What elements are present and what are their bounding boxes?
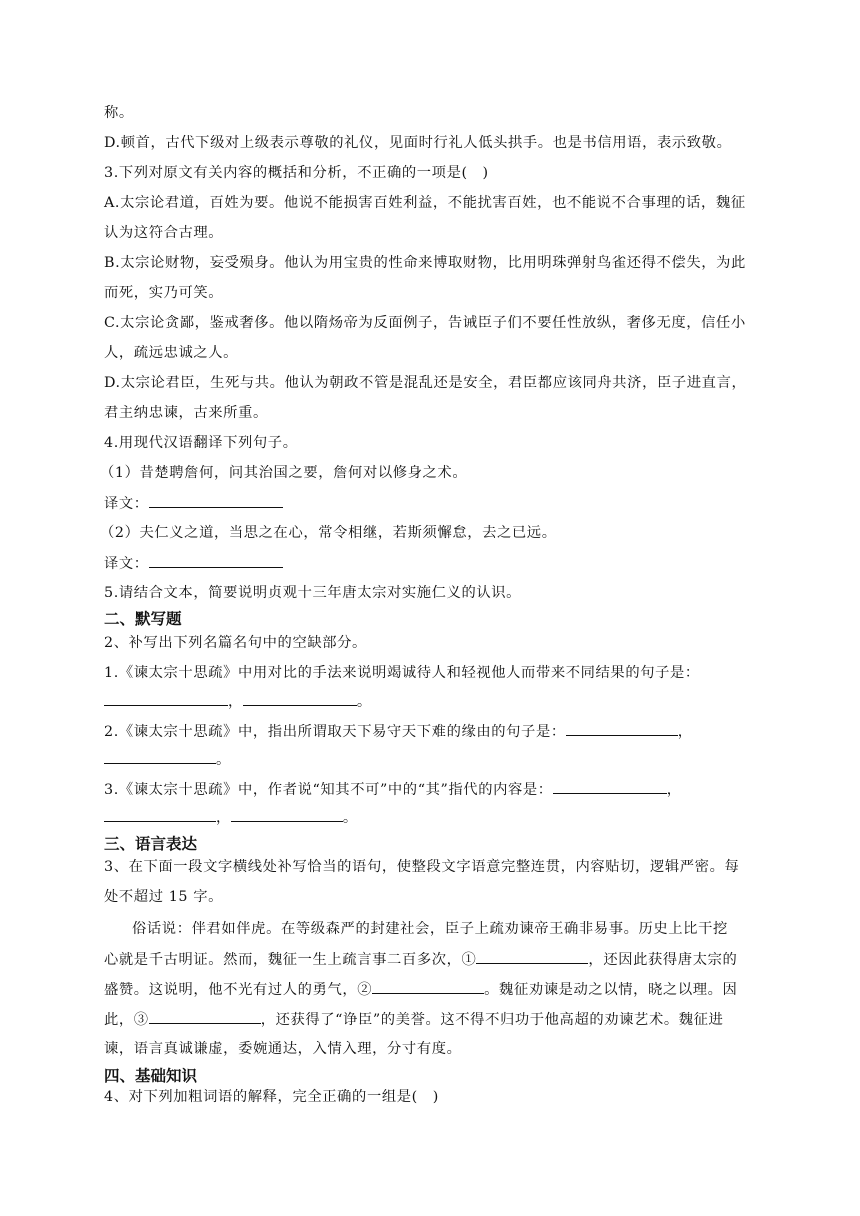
option-d2-line-2: 君主纳忠谏，古来所重。 (104, 405, 268, 421)
answer-blank-3[interactable] (149, 1009, 261, 1024)
option-a-line-2: 认为这符合古理。 (104, 225, 224, 241)
dictation-item-1: 1.《谏太宗十思疏》中用对比的手法来说明竭诚待人和轻视他人而带来不同结果的句子是： (104, 665, 700, 681)
option-b-line-1: B.太宗论财物，妄受殒身。他认为用宝贵的性命来博取财物，比用明珠弹射鸟雀还得不偿失，为此 (104, 255, 746, 271)
dictation-item-2 (104, 721, 764, 742)
option-c-line-2: 人，疏远忠诚之人。 (104, 345, 239, 361)
option-d2-line-1: D.太宗论君臣，生死与共。他认为朝政不管是混乱还是安全，君臣都应该同舟共济，臣子进直言， (104, 375, 747, 391)
answer-blank[interactable] (149, 553, 283, 568)
answer-blank[interactable] (243, 691, 357, 706)
section-heading-dictation: 二、默写题 (104, 610, 182, 628)
dictation-item-3-text: 3.《谏太宗十思疏》中，作者说“知其不可”中的“其”指代的内容是： (104, 782, 553, 798)
answer-blank[interactable] (231, 807, 343, 822)
passage-line-2 (104, 949, 764, 970)
section-heading-basic-knowledge: 四、基础知识 (104, 1067, 198, 1085)
punctuation: ， (677, 724, 693, 740)
answer-blank[interactable] (149, 493, 283, 508)
dictation-instruction: 2、补写出下列名篇名句中的空缺部分。 (104, 635, 367, 651)
question-4: 4.用现代汉语翻译下列句子。 (104, 435, 298, 451)
option-d-line: D.顿首，古代下级对上级表示尊敬的礼仪，见面时行礼人低头拱手。也是书信用语，表示致敬。 (104, 135, 732, 151)
passage-text: 。魏征劝谏是动之以情，晓之以理。因 (484, 982, 738, 998)
option-a-line-1: A.太宗论君道，百姓为要。他说不能损害百姓利益，不能扰害百姓，也不能说不合事理的话，魏征 (104, 195, 746, 211)
translate-item-2: （2）夫仁义之道，当思之在心，常令相继，若斯须懈怠，去之已远。 (100, 525, 557, 541)
passage-line-1: 俗话说：伴君如伴虎。在等级森严的封建社会，臣子上疏劝谏帝王确非易事。历史上比干挖 (132, 921, 728, 937)
answer-blank[interactable] (104, 749, 216, 764)
dictation-item-2-blanks (104, 749, 764, 770)
passage-text: 盛赞。这说明，他不光有过人的勇气，② (104, 982, 373, 998)
punctuation: 。 (216, 752, 231, 768)
language-question-line-1: 3、在下面一段文字横线处补写恰当的语句，使整段文字语意完整连贯，内容贴切，逻辑严密。每 (104, 859, 740, 875)
punctuation: 。 (342, 810, 358, 826)
punctuation: ， (216, 810, 231, 826)
text-line: 称。 (104, 105, 134, 121)
language-question-line-2: 处不超过 15 字。 (104, 889, 224, 905)
passage-text: 心就是千古明证。然而，魏征一生上疏言事二百多次，① (104, 952, 477, 968)
dictation-item-3 (104, 779, 764, 800)
answer-blank[interactable] (566, 721, 678, 736)
answer-blank-2[interactable] (372, 979, 484, 994)
punctuation: ， (666, 782, 682, 798)
translation-line-2 (104, 553, 764, 574)
translate-item-1: （1）昔楚聘詹何，问其治国之要，詹何对以修身之术。 (100, 465, 468, 481)
translation-line-1 (104, 493, 764, 514)
passage-text: ，还因此获得唐太宗的 (588, 952, 738, 968)
dictation-item-3-blanks (104, 807, 764, 828)
punctuation: ， (228, 694, 243, 710)
answer-blank[interactable] (553, 779, 667, 794)
passage-text: ，还获得了“诤臣”的美誉。这不得不归功于他高超的劝谏艺术。魏征进 (260, 1012, 724, 1028)
section-heading-language: 三、语言表达 (104, 835, 198, 853)
passage-line-4 (104, 1009, 764, 1030)
punctuation: 。 (356, 694, 372, 710)
dictation-item-1-blanks (104, 691, 764, 712)
passage-line-5: 谏，语言真诚谦虚，委婉通达，入情入理，分寸有度。 (104, 1041, 462, 1057)
option-b-line-2: 而死，实乃可笑。 (104, 285, 224, 301)
answer-blank[interactable] (104, 691, 228, 706)
passage-line-3 (104, 979, 764, 1000)
translation-label: 译文： (104, 556, 149, 572)
passage-text: 此，③ (104, 1012, 149, 1028)
answer-blank-1[interactable] (476, 949, 588, 964)
option-c-line-1: C.太宗论贪鄙，鉴戒奢侈。他以隋炀帝为反面例子，告诫臣子们不要任性放纵，奢侈无度，信任小 (104, 315, 746, 331)
translation-label: 译文： (104, 496, 149, 512)
question-3: 3.下列对原文有关内容的概括和分析，不正确的一项是( ) (104, 165, 489, 181)
question-4-basic: 4、对下列加粗词语的解释，完全正确的一组是( ) (104, 1089, 439, 1105)
question-5: 5.请结合文本，简要说明贞观十三年唐太宗对实施仁义的认识。 (104, 585, 522, 601)
dictation-item-2-text: 2.《谏太宗十思疏》中，指出所谓取天下易守天下难的缘由的句子是： (104, 724, 566, 740)
answer-blank[interactable] (104, 807, 216, 822)
